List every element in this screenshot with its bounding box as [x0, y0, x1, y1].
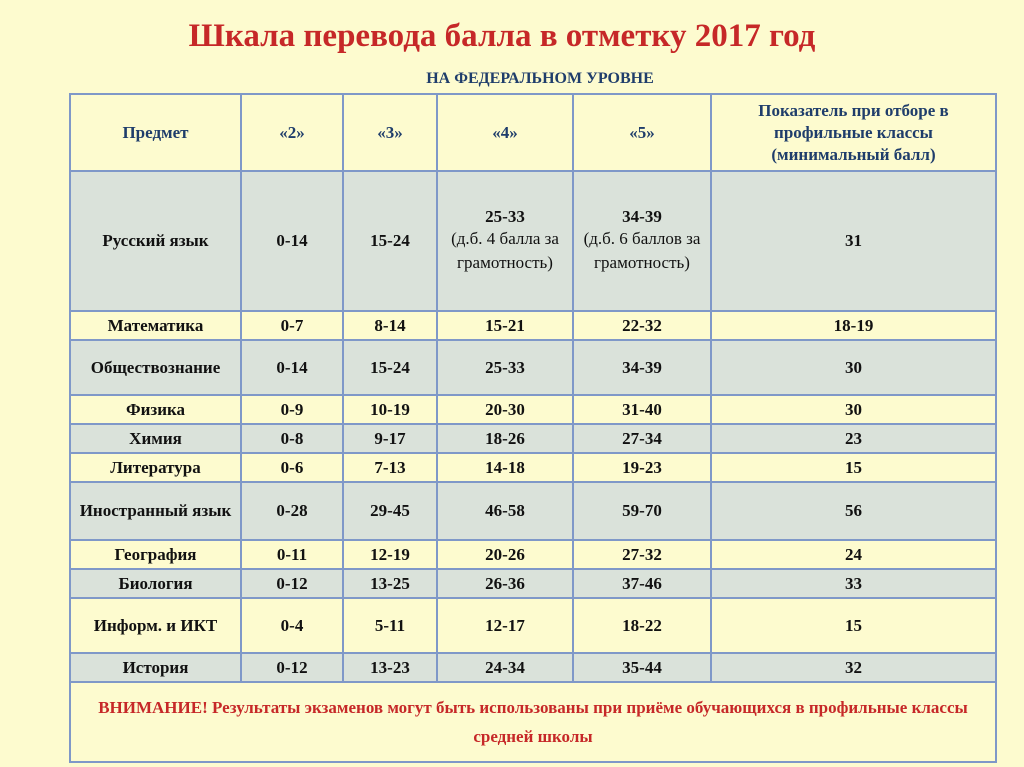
grade-2-cell: 0-12 [241, 653, 343, 682]
header-grade-2: «2» [241, 94, 343, 171]
subject-cell: Иностранный язык [70, 482, 241, 540]
grade-4-range: 25-33 [485, 207, 525, 226]
grade-4-cell: 18-26 [437, 424, 573, 453]
table-row [70, 569, 996, 598]
grade-5-cell: 19-23 [573, 453, 711, 482]
min-score-cell: 30 [711, 395, 996, 424]
min-score-cell: 31 [711, 171, 996, 311]
min-score-cell: 32 [711, 653, 996, 682]
grade-5-cell: 35-44 [573, 653, 711, 682]
subject-cell: Русский язык [70, 171, 241, 311]
grade-3-cell: 5-11 [343, 598, 437, 653]
grade-2-cell: 0-11 [241, 540, 343, 569]
min-score-cell: 30 [711, 340, 996, 395]
table-row [70, 171, 996, 311]
grade-5-cell [573, 171, 711, 311]
grade-5-note: (д.б. 6 баллов за грамотность) [583, 229, 701, 272]
grade-4-note: (д.б. 4 балла за грамотность) [451, 229, 559, 272]
grade-4-cell: 46-58 [437, 482, 573, 540]
grade-5-cell: 27-32 [573, 540, 711, 569]
grade-2-cell: 0-14 [241, 171, 343, 311]
table-row [70, 598, 996, 653]
grade-3-cell: 7-13 [343, 453, 437, 482]
header-grade-3: «3» [343, 94, 437, 171]
header-subject: Предмет [70, 94, 241, 171]
table-row [70, 482, 996, 540]
header-row [70, 94, 996, 171]
grade-2-cell: 0-12 [241, 569, 343, 598]
grade-2-cell: 0-14 [241, 340, 343, 395]
grade-3-cell: 13-25 [343, 569, 437, 598]
grade-3-cell: 10-19 [343, 395, 437, 424]
grade-5-cell: 34-39 [573, 340, 711, 395]
grade-5-range: 34-39 [622, 207, 662, 226]
footer-note [70, 682, 996, 762]
grade-4-cell: 15-21 [437, 311, 573, 340]
table-row [70, 653, 996, 682]
grade-4-cell: 25-33 [437, 340, 573, 395]
grade-3-cell: 15-24 [343, 340, 437, 395]
min-score-cell: 56 [711, 482, 996, 540]
grade-2-cell: 0-28 [241, 482, 343, 540]
grade-3-cell: 15-24 [343, 171, 437, 311]
subject-cell: Химия [70, 424, 241, 453]
grade-5-cell: 37-46 [573, 569, 711, 598]
page-subtitle: НА ФЕДЕРАЛЬНОМ УРОВНЕ [426, 70, 654, 87]
grade-4-cell: 14-18 [437, 453, 573, 482]
subject-cell: Биология [70, 569, 241, 598]
grade-5-cell: 59-70 [573, 482, 711, 540]
grade-2-cell: 0-6 [241, 453, 343, 482]
subject-cell: Информ. и ИКТ [70, 598, 241, 653]
grade-2-cell: 0-4 [241, 598, 343, 653]
min-score-cell: 33 [711, 569, 996, 598]
subject-cell: География [70, 540, 241, 569]
grade-4-cell: 20-26 [437, 540, 573, 569]
grade-2-cell: 0-8 [241, 424, 343, 453]
warning-label: ВНИМАНИЕ! [98, 698, 208, 717]
grade-5-cell: 18-22 [573, 598, 711, 653]
header-grade-5: «5» [573, 94, 711, 171]
subject-cell: Физика [70, 395, 241, 424]
grade-4-cell: 26-36 [437, 569, 573, 598]
table-row [70, 395, 996, 424]
table-row [70, 453, 996, 482]
min-score-cell: 18-19 [711, 311, 996, 340]
page-title: Шкала перевода балла в отметку 2017 год [188, 18, 816, 54]
subject-cell: Литература [70, 453, 241, 482]
subject-cell: Обществознание [70, 340, 241, 395]
grade-5-cell: 31-40 [573, 395, 711, 424]
grade-4-cell: 20-30 [437, 395, 573, 424]
table-row [70, 311, 996, 340]
grade-3-cell: 29-45 [343, 482, 437, 540]
grade-4-cell: 12-17 [437, 598, 573, 653]
grade-3-cell: 9-17 [343, 424, 437, 453]
grade-5-cell: 22-32 [573, 311, 711, 340]
subject-cell: История [70, 653, 241, 682]
grade-2-cell: 0-9 [241, 395, 343, 424]
header-min-score: Показатель при отборе в профильные классы (минимальный балл) [711, 94, 996, 171]
table-row [70, 424, 996, 453]
grade-2-cell: 0-7 [241, 311, 343, 340]
grade-3-cell: 13-23 [343, 653, 437, 682]
table-row [70, 340, 996, 395]
grade-3-cell: 12-19 [343, 540, 437, 569]
grade-4-cell [437, 171, 573, 311]
min-score-cell: 24 [711, 540, 996, 569]
min-score-cell: 23 [711, 424, 996, 453]
grade-3-cell: 8-14 [343, 311, 437, 340]
subject-cell: Математика [70, 311, 241, 340]
table-row [70, 540, 996, 569]
header-grade-4: «4» [437, 94, 573, 171]
grade-5-cell: 27-34 [573, 424, 711, 453]
grade-4-cell: 24-34 [437, 653, 573, 682]
min-score-cell: 15 [711, 598, 996, 653]
footer-row [70, 682, 996, 762]
grade-scale-table [69, 93, 997, 763]
warning-text: Результаты экзаменов могут быть использованы при приёме обучающихся в профильные классы средней школы [212, 698, 968, 746]
min-score-cell: 15 [711, 453, 996, 482]
